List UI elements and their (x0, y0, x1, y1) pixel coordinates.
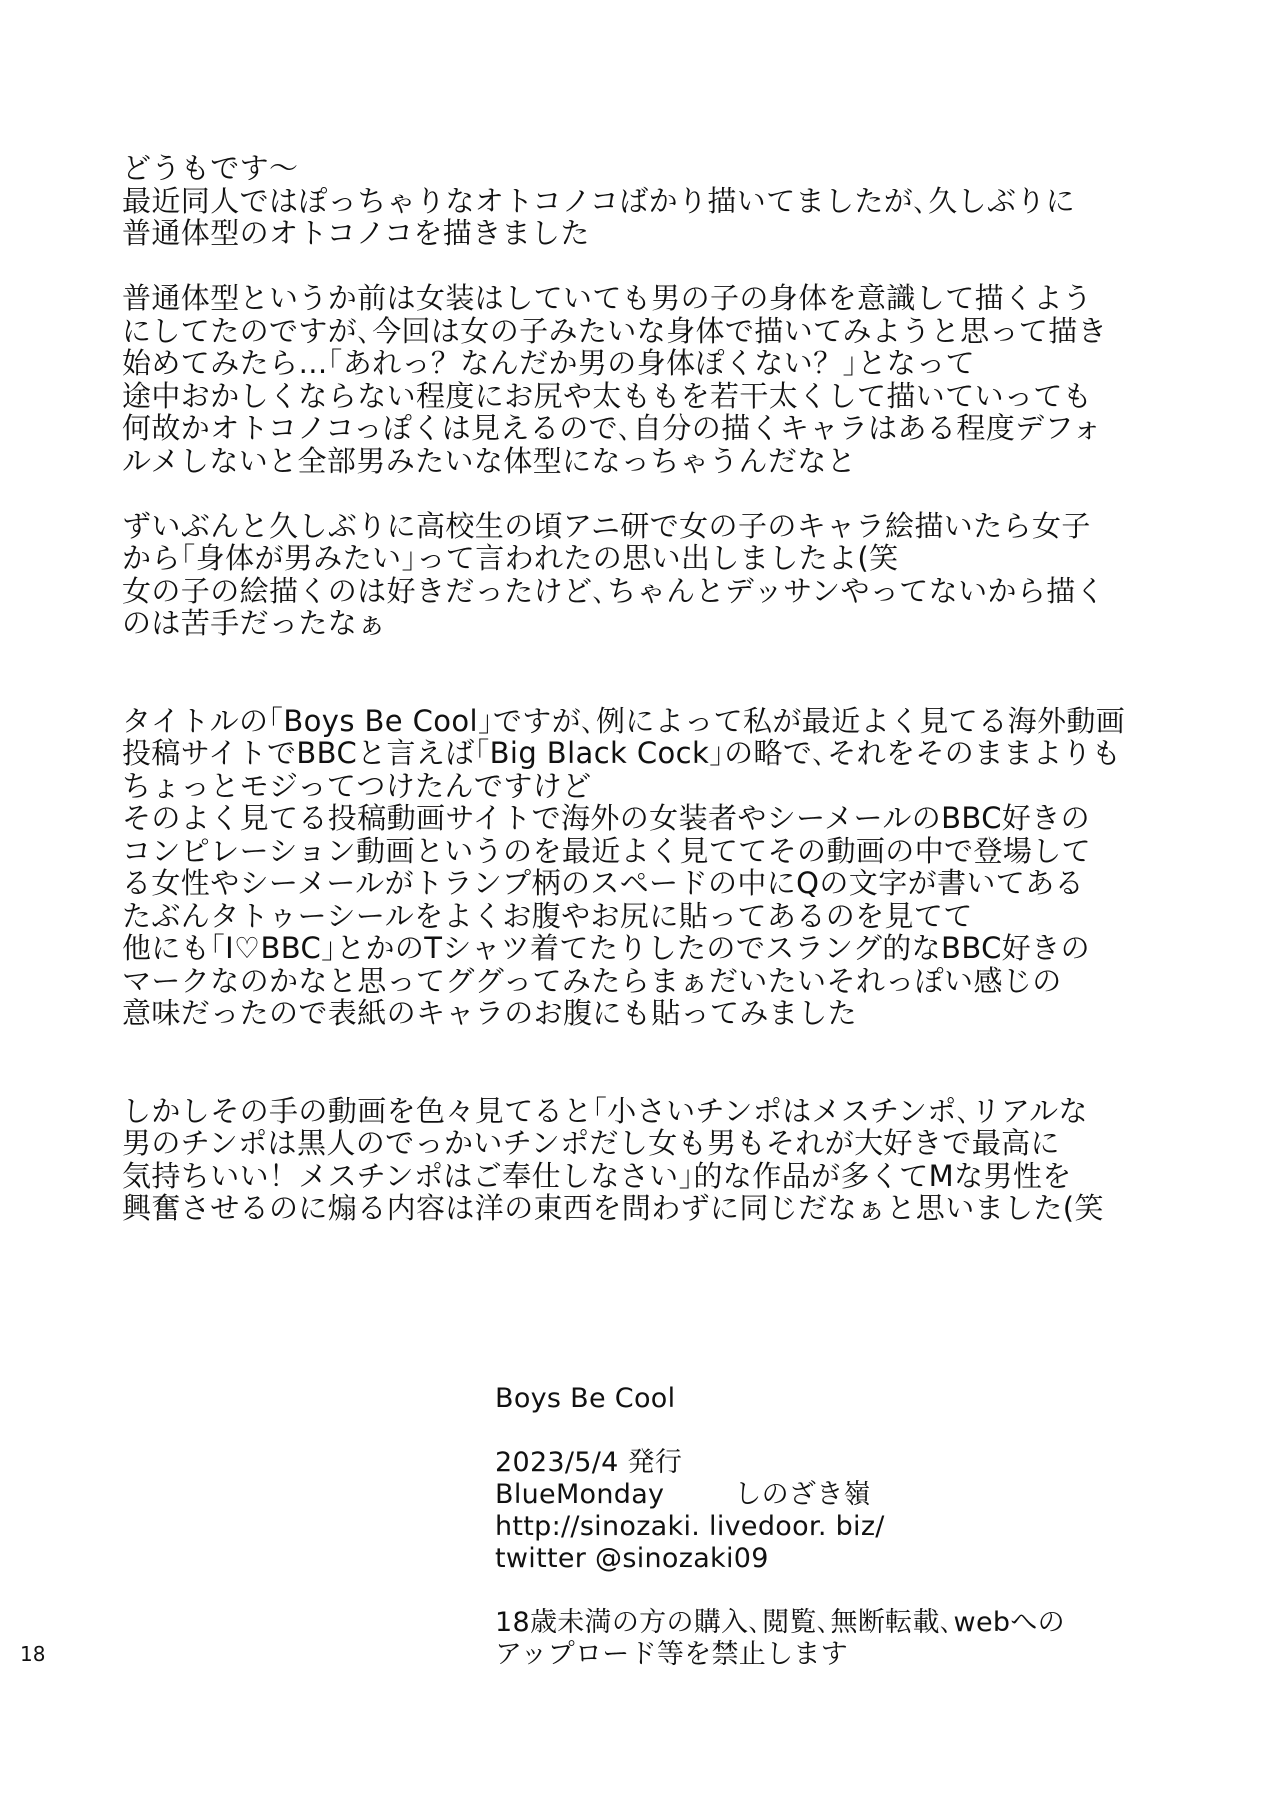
text-line: ちょっとモジってつけたんですけど (122, 768, 592, 803)
text-line: しかしその手の動画を色々見てると｢小さいチンポはメスチンポ､リアルな (122, 1093, 1088, 1128)
text-line: 普通体型のオトコノコを描きました (122, 216, 590, 250)
text-line: 何故かオトコノコっぽくは見えるので､自分の描くキャラはある程度デフォ (122, 411, 1102, 445)
text-line: 始めてみたら…｢あれっ？なんだか男の身体ぽくない？｣となって (122, 346, 976, 380)
age-notice-line-1: 18歳未満の方の購入､閲覧､無断転載､webへの (495, 1607, 1065, 1638)
text-line: 女の子の絵描くのは好きだったけど､ちゃんとデッサンやってないから描く (122, 573, 1106, 608)
text-line: 投稿サイトでBBCと言えば｢Big Black Cock｣の略で､それをそのままよりも (122, 736, 1122, 770)
text-line: のは苦手だったなぁ (122, 606, 387, 640)
text-line: マークなのかなと思ってググってみたらまぁだいたいそれっぽい感じの (122, 963, 1062, 998)
publish-date: 2023/5/4 発行 (495, 1447, 683, 1478)
text-line: どうもです～ (122, 151, 299, 185)
text-line: たぶんタトゥーシールをよくお腹やお尻に貼ってあるのを見てて (122, 898, 973, 933)
text-line: 興奮させるのに煽る内容は洋の東西を問わずに同じだなぁと思いました(笑 (122, 1191, 1104, 1225)
author-name: しのざき嶺 (734, 1479, 871, 1510)
afterword-paragraph-5 (122, 1095, 1172, 1225)
afterword-paragraph-4 (122, 705, 1172, 1030)
afterword-body (122, 152, 1172, 1225)
age-notice-line-2: アップロード等を禁止します (495, 1639, 849, 1670)
text-line: そのよく見てる投稿動画サイトで海外の女装者やシーメールのBBC好きの (122, 801, 1091, 835)
colophon-title: Boys Be Cool (495, 1383, 676, 1414)
text-line: ルメしないと全部男みたいな体型になっちゃうんだなと (122, 443, 857, 478)
page-number: 18 (20, 1642, 46, 1666)
text-line: 意味だったので表紙のキャラのお腹にも貼ってみました (122, 996, 858, 1030)
text-line: 男のチンポは黒人のでっかいチンポだし女も男もそれが大好きで最高に (122, 1126, 1060, 1160)
text-line: ずいぶんと久しぶりに高校生の頃アニ研で女の子のキャラ絵描いたら女子 (122, 508, 1091, 543)
text-line: コンピレーション動画というのを最近よく見ててその動画の中で登場して (122, 833, 1092, 868)
afterword-paragraph-2 (122, 282, 1172, 477)
circle-name: BlueMonday (495, 1479, 665, 1510)
text-line: 他にも｢I♡BBC｣とかのTシャツ着てたりしたのでスラング的なBBC好きの (122, 931, 1090, 965)
text-line: 途中おかしくならない程度にお尻や太ももを若干太くして描いていっても (122, 378, 1093, 413)
afterword-paragraph-1 (122, 152, 1172, 250)
afterword-paragraph-3 (122, 510, 1172, 640)
text-line: る女性やシーメールがトランプ柄のスペードの中にQの文字が書いてある (122, 866, 1084, 900)
text-line: 最近同人ではぽっちゃりなオトコノコばかり描いてましたが､久しぶりに (122, 183, 1076, 218)
text-line: から｢身体が男みたい｣って言われたの思い出しましたよ(笑 (122, 541, 899, 575)
text-line: 普通体型というか前は女装はしていても男の子の身体を意識して描くよう (122, 281, 1093, 315)
publisher-row (495, 1479, 1135, 1511)
text-line: にしてたのですが､今回は女の子みたいな身体で描いてみようと思って描き (122, 313, 1108, 348)
website-url: http://sinozaki. livedoor. biz/ (495, 1511, 885, 1542)
text-line: タイトルの｢Boys Be Cool｣ですが､例によって私が最近よく見てる海外動画 (122, 703, 1126, 738)
colophon (495, 1383, 1135, 1671)
twitter-handle: twitter @sinozaki09 (495, 1543, 769, 1574)
text-line: 気持ちいい！メスチンポはご奉仕しなさい｣的な作品が多くてMな男性を (122, 1158, 1072, 1193)
